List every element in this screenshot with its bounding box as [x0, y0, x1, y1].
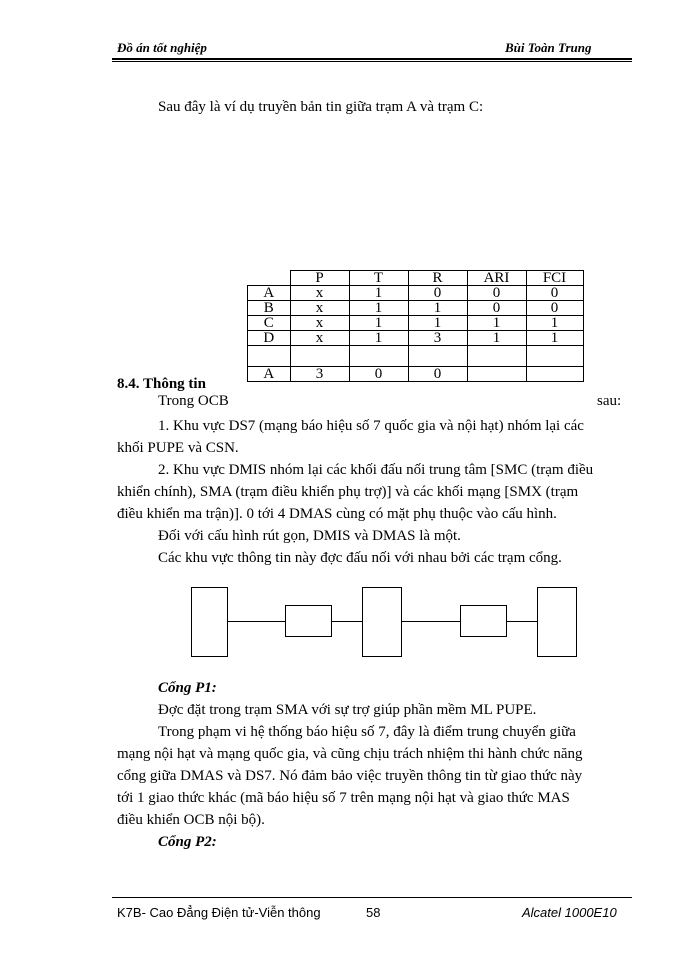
diagram-link [506, 621, 537, 622]
table-cell [248, 346, 291, 367]
gate-p1-para-line: tới 1 giao thức khác (mã báo hiệu số 7 trên mạng nội hạt và giao thức MAS [117, 790, 570, 806]
table-cell: 1 [467, 316, 526, 331]
table-cell [290, 346, 349, 367]
table-cell: A [248, 286, 291, 301]
table-header-row [248, 271, 584, 286]
table-header-cell: ARI [467, 271, 526, 286]
header-rule-thin [112, 61, 632, 62]
item2-line3: điều khiển ma trận)]. 0 tới 4 DMAS cùng có mặt phụ thuộc vào cấu hình. [117, 506, 557, 522]
diagram-link [227, 621, 285, 622]
table-cell: 0 [526, 286, 583, 301]
table-cell: 1 [349, 331, 408, 346]
table-header-cell: FCI [526, 271, 583, 286]
table-cell: 1 [349, 301, 408, 316]
diagram-link [401, 621, 460, 622]
table-cell: 1 [526, 331, 583, 346]
table-row [248, 316, 584, 331]
table-cell: 1 [349, 286, 408, 301]
item2-line2: khiển chính), SMA (trạm điều khiển phụ trợ)] và các khối mạng [SMX (trạm [117, 484, 579, 500]
table-header-cell: T [349, 271, 408, 286]
table-cell: x [290, 331, 349, 346]
gate-p1-para-line: Trong phạm vi hệ thống báo hiệu số 7, đây là điểm trung chuyển giữa [158, 724, 576, 740]
section-line1-start: Trong OCB [158, 393, 229, 409]
intro-text: Sau đây là ví dụ truyền bản tin giữa trạm A và trạm C: [158, 99, 484, 115]
section-heading: 8.4. Thông tin [117, 376, 206, 392]
note-gateways: Các khu vực thông tin này đợc đấu nối với nhau bởi các trạm cổng. [158, 550, 562, 566]
gate-p1-para-line: cổng giữa DMAS và DS7. Nó đảm bảo việc truyền thông tin từ giao thức này [117, 768, 583, 784]
table-cell: 0 [526, 301, 583, 316]
table-cell: 0 [408, 286, 467, 301]
page-number: 58 [366, 905, 381, 920]
table-cell: x [290, 301, 349, 316]
footer-left: K7B- Cao Đẳng Điện tử-Viễn thông [117, 905, 321, 920]
message-table [247, 270, 584, 382]
diagram-block-right [537, 587, 577, 657]
gate-p1-para-line: mạng nội hạt và mạng quốc gia, và cũng chịu trách nhiệm thi hành chức năng [117, 746, 583, 762]
table-cell: x [290, 316, 349, 331]
diagram-block-left [191, 587, 228, 657]
table-header-cell [248, 271, 291, 286]
header-right: Bùi Toàn Trung [505, 40, 592, 55]
table-cell: 1 [526, 316, 583, 331]
table-cell: 0 [349, 367, 408, 382]
table-cell: 3 [408, 331, 467, 346]
table-cell: 1 [467, 331, 526, 346]
gate-p1-title: Cổng P1: [158, 680, 217, 696]
diagram-gateway-left [285, 605, 332, 637]
table-cell [526, 346, 583, 367]
table-cell [526, 367, 583, 382]
table-header-cell: P [290, 271, 349, 286]
table-cell [408, 346, 467, 367]
table-cell: B [248, 301, 291, 316]
table-cell: x [290, 286, 349, 301]
gate-p1-line: Đợc đặt trong trạm SMA với sự trợ giúp phần mềm ML PUPE. [158, 702, 537, 718]
table-cell: D [248, 331, 291, 346]
table-row [248, 346, 584, 367]
note-reduced-config: Đối với cấu hình rút gọn, DMIS và DMAS là một. [158, 528, 461, 544]
header-left: Đồ án tốt nghiệp [117, 40, 207, 55]
table-cell: 0 [467, 286, 526, 301]
footer-rule [112, 897, 632, 898]
gate-p1-para-line: điều khiển OCB nội bộ). [117, 812, 265, 828]
table-row [248, 301, 584, 316]
table-cell: 1 [349, 316, 408, 331]
diagram-block-center [362, 587, 402, 657]
header-rule [112, 58, 632, 60]
item1-line2: khối PUPE và CSN. [117, 440, 239, 456]
footer-right: Alcatel 1000E10 [522, 905, 617, 920]
table-cell [467, 346, 526, 367]
table-cell [349, 346, 408, 367]
table-row [248, 367, 584, 382]
table-cell: 0 [467, 301, 526, 316]
table-cell: 3 [290, 367, 349, 382]
item2-line1: 2. Khu vực DMIS nhóm lại các khối đấu nối trung tâm [SMC (trạm điều [158, 462, 594, 478]
diagram-link [331, 621, 362, 622]
table-row [248, 331, 584, 346]
table-cell: 0 [408, 367, 467, 382]
table-cell: 1 [408, 301, 467, 316]
diagram-gateway-right [460, 605, 507, 637]
item1-line1: 1. Khu vực DS7 (mạng báo hiệu số 7 quốc gia và nội hạt) nhóm lại các [158, 418, 584, 434]
section-line1-end: sau: [597, 393, 622, 409]
table-header-cell: R [408, 271, 467, 286]
table-row [248, 286, 584, 301]
table-cell: C [248, 316, 291, 331]
gate-p2-title: Cổng P2: [158, 834, 217, 850]
table-cell [467, 367, 526, 382]
table-cell: 1 [408, 316, 467, 331]
table-cell: A [248, 367, 291, 382]
